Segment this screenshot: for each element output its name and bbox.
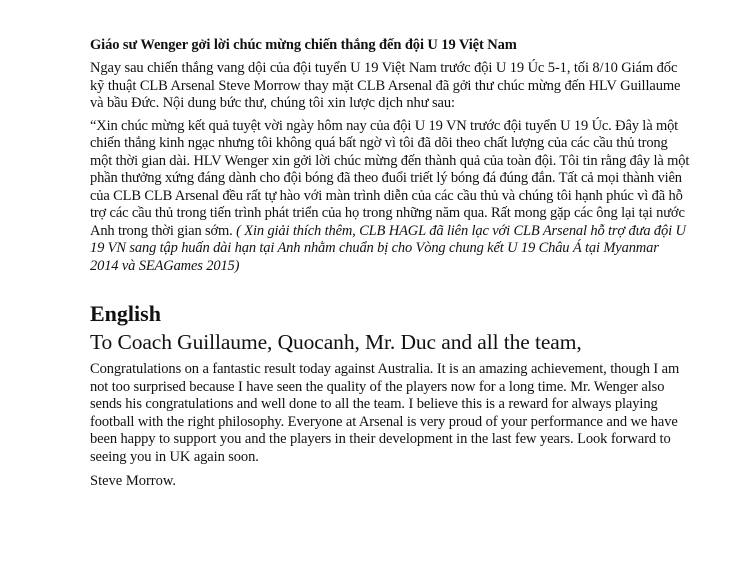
editor-note: ( Xin giải thích thêm, CLB HAGL đã liên lạc với CLB Arsenal hỗ trợ đưa đội U 19 VN sang tập huấn dài hạn tại Anh nhằm chuẩn bị cho Vòng chung kết U 19 Châu Á tại Myanmar 2014 và SEAGames 2015) <box>90 222 686 274</box>
article-title: Giáo sư Wenger gởi lời chúc mừng chiến thắng đến đội U 19 Việt Nam <box>90 37 517 53</box>
letter-salutation: To Coach Guillaume, Quocanh, Mr. Duc and all the team, <box>90 330 582 354</box>
english-letter-body: Congratulations on a fantastic result today against Australia. It is an amazing achievement, though I am not too surprised because I have seen the quality of the players now for a long time. Mr. Wenger also sends his congratulations and well done to all the team. I believe this is a reward for always playing football with the right philosophy. Everyone at Arsenal is very proud of your performance and we have been happy to support you and the players in their development in the last few years. Look forward to seeing you in UK again soon. <box>90 361 680 465</box>
article-intro-paragraph: Ngay sau chiến thắng vang dội của đội tuyển U 19 Việt Nam trước đội U 19 Úc 5-1, tối 8/10 Giám đốc kỹ thuật CLB Arsenal Steve Morrow thay mặt CLB Arsenal đã gởi thư chúc mừng đến HLV Guillaume và bầu Đức. Nội dung bức thư, chúng tôi xin lược dịch như sau: <box>90 60 681 111</box>
letter-signature: Steve Morrow. <box>90 473 177 489</box>
english-section-heading: English <box>90 301 161 326</box>
translated-letter-text: “Xin chúc mừng kết quả tuyệt vời ngày hôm nay của đội U 19 VN trước đội tuyển U 19 Úc. Đây là một chiến thắng kinh ngạc nhưng tôi không quá bất ngờ vì tôi đã dõi theo chất lượng của các cầu thủ trong một thời gian dài. HLV Wenger xin gởi lời chúc mừng đến thành quả của toàn đội. Tôi tin rằng đây là một phần thưởng xứng đáng dành cho đội bóng đã theo đuổi triết lý bóng đá đúng đắn. Tất cả mọi thành viên của CLB CLB Arsenal đều rất tự hào với màn trình diễn của các cầu thủ và chúng tôi hạnh phúc vì đã hỗ trợ các cầu thủ trong tiến trình phát triển của họ trong những năm qua. Rất mong gặp các ông lại tại nước Anh trong thời gian sớm. <box>90 117 690 239</box>
document-page <box>90 36 690 491</box>
translated-letter-paragraph <box>90 118 690 276</box>
